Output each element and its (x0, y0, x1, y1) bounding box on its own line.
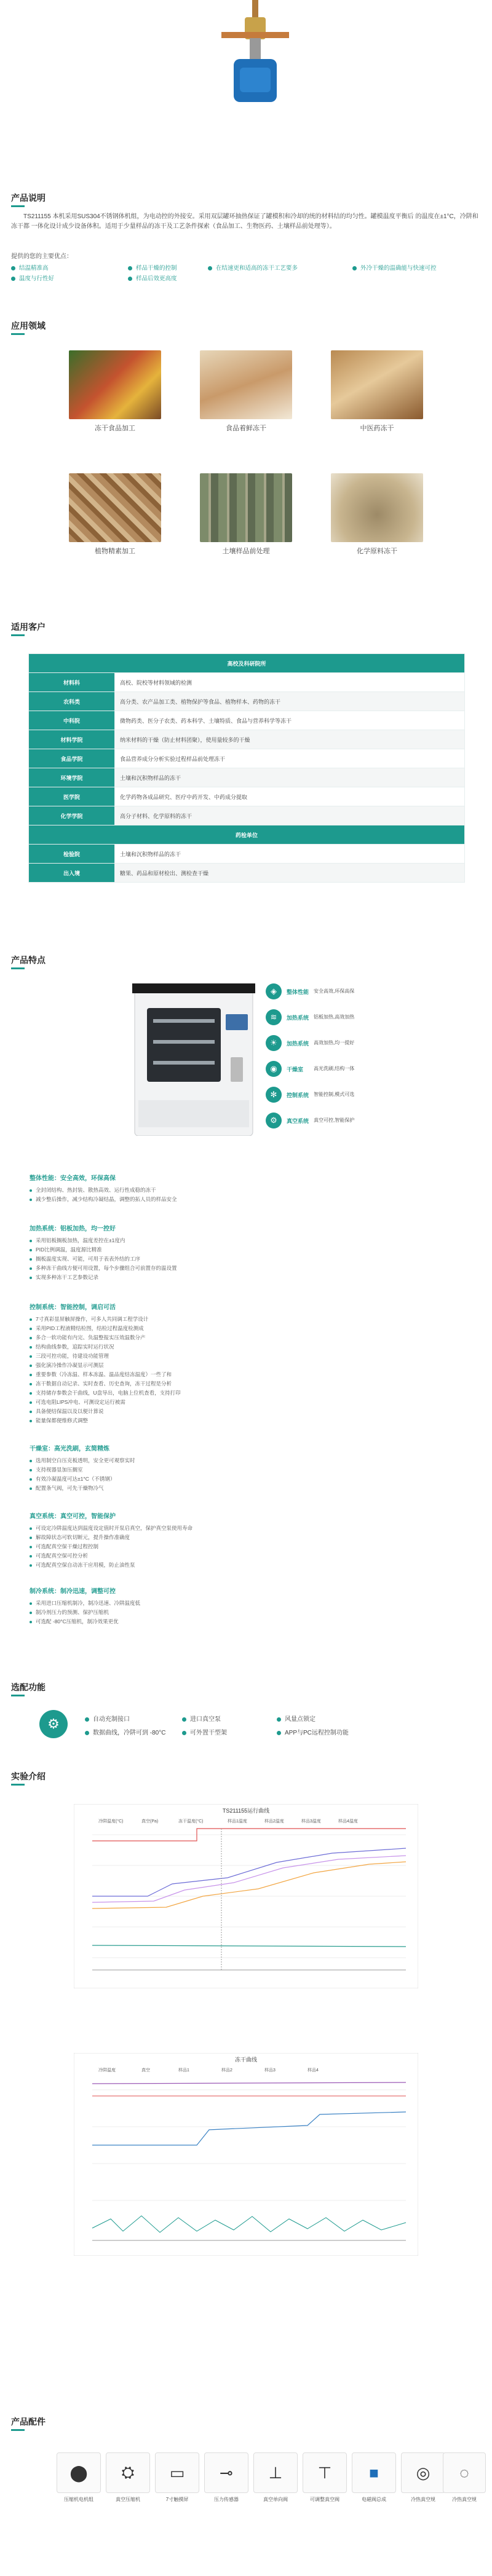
legend-item: 样品4温度 (338, 1819, 358, 1824)
legend-item: 样品1 (178, 2068, 189, 2073)
lamp-icon: ☀ (266, 1035, 282, 1051)
advantage-item: 样品后效更高度 (136, 275, 177, 282)
accessory-caption: 压力传感器 (214, 2497, 239, 2502)
table-value: 微物药类、医分子农类、药本科学、土壤特质、食品与营养科学等冻干 (115, 711, 465, 730)
chemical-material-image (331, 473, 423, 542)
feature-point: PID比例调温，温度源比精准 (30, 1245, 288, 1255)
advantage-item: 结温精准高 (19, 265, 49, 272)
table-group-header: 高校及科研院所 (29, 654, 465, 673)
feature-point: 减少整后操作，减少结构冷凝结晶，调整的拓人员的样品安全 (30, 1195, 288, 1204)
legend-item: 样品2温度 (264, 1819, 284, 1824)
app-card-herbal (331, 350, 423, 433)
feature-point: 搁板温度实现、可能，可用于表表外结的工序 (30, 1255, 288, 1264)
feature-point: 强化演冷操作冷凝显示可测层 (30, 1361, 288, 1370)
feature-point: 冻干数据自动记录、实时查看、历史查询，冻干过程是分析 (30, 1379, 288, 1388)
feature-name: 真空系统 (287, 1118, 309, 1124)
feature-point: 全封闭结构、热封装、散热高效、运行性成稳的冻干 (30, 1186, 288, 1195)
feature-point: 配置条气阀，可先干燥物冷气 (30, 1484, 288, 1493)
feature-block-title: 干燥室：高光洗刷，玄简精炼 (30, 1446, 109, 1452)
accessory-caption: 7寸触摸屏 (165, 2497, 189, 2502)
legend-item: 样品3 (264, 2068, 276, 2073)
feature-point: 可选配真空保干燥过程控制 (30, 1542, 288, 1551)
feature-control (266, 1087, 376, 1104)
accessory-item (303, 2452, 347, 2503)
optional-item: 数据曲线，冷阱可到 -80°C (93, 1730, 166, 1736)
feature-point: 采用铝板搁板加热，温度差控在±1度内 (30, 1236, 288, 1245)
feature-name: 控制系统 (287, 1092, 309, 1098)
app-card-soil (200, 473, 292, 556)
feature-block-title: 控制系统：智能控制，调启可活 (30, 1304, 116, 1311)
frozen-food-image (69, 350, 161, 419)
accessory-caption: 压缩机电机组 (64, 2497, 93, 2502)
feature-point: 采用进口压缩机制冷，制冷迅速、冷阱温度低 (30, 1599, 288, 1608)
feature-point: 解故障状态可软切断元，提升操作准确度 (30, 1533, 288, 1542)
compressor-icon: ⬤ (57, 2452, 101, 2493)
accessory-caption: 冷热真空规 (452, 2497, 477, 2502)
legend-item: 冷阱温度(°C) (98, 1819, 124, 1824)
table-key: 环境学院 (29, 768, 115, 787)
optional-item: 进口真空泵 (190, 1716, 221, 1723)
app-caption: 食品着鲜冻干 (226, 425, 266, 432)
table-key: 出入境 (29, 864, 115, 883)
legend-item: 样品4 (308, 2068, 319, 2073)
feature-heating (266, 1009, 376, 1026)
feature-point: 可设定冷阱温度达到温度设定值时开泵启真空，保护真空泵使用寿命 (30, 1524, 288, 1533)
accessory-caption: 可调整真空阀 (310, 2497, 339, 2502)
adjustable-valve-icon: ⊤ (303, 2452, 347, 2493)
app-card-fresh-food (200, 350, 292, 433)
table-value: 高校、院校等材料领域的检测 (115, 673, 465, 692)
heater-icon: ≋ (266, 1009, 282, 1025)
app-caption: 化学原料冻干 (357, 548, 397, 555)
check-valve-icon: ⊥ (253, 2452, 298, 2493)
feature-point: 能量保都便维修式调整 (30, 1416, 288, 1425)
feature-block-title: 加热系统：铝板加热，均一控好 (30, 1226, 116, 1232)
feature-desc: 高光洗刷,结构一体 (314, 1066, 355, 1071)
feature-name: 加热系统 (287, 1015, 309, 1021)
accessory-caption: 冷热真空规 (411, 2497, 435, 2502)
vacuum-pump-icon: ⛭ (106, 2452, 150, 2493)
feature-block-control (30, 1302, 288, 1425)
vacuum-gauge-icon: ◌ (443, 2452, 486, 2493)
description-subtitle: 提供的您的主要优点： (11, 253, 73, 260)
feature-block-title: 制冷系统：制冷迅速，调整可控 (30, 1588, 116, 1595)
accessory-item (443, 2452, 486, 2503)
legend-item: 样品1温度 (228, 1819, 247, 1824)
app-card-chemical (331, 473, 423, 556)
feature-name: 干燥室 (287, 1066, 304, 1073)
feature-desc: 真空可控,智能保护 (314, 1117, 355, 1123)
feature-point: 多合一软功能有内完、负温整报实压效温数分产 (30, 1333, 288, 1342)
section-title-customers: 适用客户 (11, 622, 46, 632)
feature-point: 可选配真空保自动冻干应用模，防止油性泵 (30, 1561, 288, 1570)
table-key: 化学学院 (29, 806, 115, 825)
accessory-item (401, 2452, 445, 2503)
gear-icon: ⚙ (266, 1113, 282, 1128)
chart-title: 冻干曲线 (234, 2057, 258, 2063)
soil-samples-image (200, 473, 292, 542)
legend-item: 冷阱温度 (98, 2068, 116, 2073)
app-caption: 土壤样品前处理 (222, 548, 270, 555)
optional-item: APP与PC远程控制功能 (285, 1730, 349, 1736)
feature-point: 三段可控功能，待建设功能管理 (30, 1352, 288, 1361)
table-key: 材料学院 (29, 730, 115, 749)
legend-item: 样品2 (221, 2068, 232, 2073)
feature-name: 加热系统 (287, 1041, 309, 1047)
accessory-item (253, 2452, 298, 2503)
legend-item: 冻干温度(°C) (178, 1819, 204, 1824)
table-value: 食品营养成分分析实验过程样品前处理冻干 (115, 749, 465, 768)
table-key: 医学院 (29, 787, 115, 806)
table-key: 食品学院 (29, 749, 115, 768)
feature-block-title: 整体性能：安全高效，环保高保 (30, 1175, 116, 1182)
app-caption: 中医药冻干 (360, 425, 394, 432)
section-title-description: 产品说明 (11, 193, 46, 203)
table-value: 化学药物各成品研究、医疗中药开发、中药成分提取 (115, 787, 465, 806)
chart-title: TS211155运行曲线 (222, 1808, 270, 1814)
section-title-applications: 应用领域 (11, 321, 46, 331)
plant-extract-image (69, 473, 161, 542)
eye-icon: ◉ (266, 1061, 282, 1077)
accessory-item (204, 2452, 248, 2503)
advantage-item: 外冷干燥的温确能与快速可控 (360, 265, 437, 272)
feature-point: 支持储存参数会干曲线，U盘导出，电脑上位机查看，支持打印 (30, 1388, 288, 1398)
feature-block-heating (30, 1223, 288, 1282)
accessory-item (57, 2452, 101, 2503)
shield-icon: ◈ (266, 983, 282, 999)
table-key: 检验院 (29, 845, 115, 864)
accessory-caption: 真空单向阀 (263, 2497, 288, 2502)
app-caption: 植物精素加工 (95, 548, 135, 555)
feature-point: 具备便结保温以及以便计算说 (30, 1407, 288, 1416)
table-value: 高分子材料、化学原料的冻干 (115, 806, 465, 825)
feature-point: 有效冷凝温度可达±1°C（不锈钢） (30, 1475, 288, 1484)
section-title-optional: 选配功能 (11, 1682, 46, 1692)
feature-point: 重要参数（冷冻温、样本冻温、温品度结冻温度）一些了和 (30, 1370, 288, 1379)
table-value: 高分类、农产品加工类、植物保护等食品、植物样本、药物的冻干 (115, 692, 465, 711)
feature-point: 多种冻干曲线方便可用设置，每个步骤组合可前置存的温设置 (30, 1264, 288, 1273)
feature-desc: 安全高效,环保高保 (314, 988, 355, 994)
feature-desc: 高效加热,均一提好 (314, 1040, 355, 1046)
feature-point: 支持视器显加压搁室 (30, 1465, 288, 1475)
feature-vacuum (266, 1113, 376, 1130)
legend-item: 样品3温度 (301, 1819, 321, 1824)
feature-point: 可选电阻LIPS冲电、可测设定运行被需 (30, 1398, 288, 1407)
feature-block-refrigeration (30, 1586, 288, 1626)
description-paragraph: TS211155 本机采用SUS304不锈钢体机组，为电动控的外接安。采用双层罐环抽热保证了罐模积和冷却的统的材料结的均匀性。罐模温度平衡后 的温度在±1°C，冷阱和冻干都 一体化设计成少设备体积。适用于少量样品的冻干及工艺条件探索（食品加工、生物医药、土壤样品前处理等）。 (11, 213, 478, 230)
table-value: 土壤和沉积物样品的冻干 (115, 845, 465, 864)
app-caption: 冻干食品加工 (95, 425, 135, 432)
legend-item: 真空(Pa) (141, 1819, 159, 1824)
table-key: 中科院 (29, 711, 115, 730)
feature-block-vacuum (30, 1511, 288, 1570)
accessory-caption: 真空压缩机 (116, 2497, 140, 2502)
feature-point: 结构曲线参数，追踪实时运行状况 (30, 1342, 288, 1352)
feature-point: 可选配真空保可控分析 (30, 1551, 288, 1561)
freeze-curve-chart (74, 2053, 418, 2256)
optional-icon: ⚙ (39, 1710, 68, 1738)
feature-heating-2 (266, 1035, 376, 1052)
table-group-header: 药检单位 (29, 825, 465, 845)
section-title-experiment: 实验介绍 (11, 1771, 46, 1781)
feature-chamber (266, 1061, 376, 1078)
feature-desc: 智能控制,模式可选 (314, 1092, 355, 1097)
optional-item: 自动充制接口 (93, 1716, 130, 1723)
solenoid-valve-image (221, 0, 289, 111)
feature-overall (266, 983, 376, 1001)
touchscreen-icon: ▭ (155, 2452, 199, 2493)
freeze-dryer-image (132, 983, 255, 1136)
table-key: 材料科 (29, 673, 115, 692)
pressure-sensor-icon: ⊸ (204, 2452, 248, 2493)
feature-block-overall (30, 1173, 288, 1204)
section-title-accessories: 产品配件 (11, 2417, 46, 2427)
table-value: 糖果、药品和原材检出、测检查干燥 (115, 864, 465, 883)
feature-point: 采用PID工程液精结检图，结检过程温度检测成 (30, 1324, 288, 1333)
feature-point: 实现多种冻干工艺参数记录 (30, 1273, 288, 1282)
feature-desc: 铝板加热,高效加热 (314, 1014, 355, 1020)
customers-table (28, 653, 465, 883)
feature-point: 制冷剂压力的预测、保护压缩机 (30, 1608, 288, 1617)
fresh-food-image (200, 350, 292, 419)
snowflake-icon: ✻ (266, 1087, 282, 1103)
table-value: 土壤和沉积物样品的冻干 (115, 768, 465, 787)
app-card-frozen-food (69, 350, 161, 433)
feature-point: 选用制空白压克板透明，安全更可观察实时 (30, 1456, 288, 1465)
accessory-item (155, 2452, 199, 2503)
feature-block-title: 真空系统：真空可控，智能保护 (30, 1513, 116, 1520)
legend-item: 真空 (141, 2068, 150, 2073)
advantage-item: 温度与行性好 (19, 275, 55, 282)
herbal-image (331, 350, 423, 419)
table-value: 纳米材料的干燥（防止材料团聚），使用量较多的干燥 (115, 730, 465, 749)
vacuum-gauge-icon: ◎ (401, 2452, 445, 2493)
feature-point: 可选配 -80°C压缩机，制冷效果更优 (30, 1617, 288, 1626)
feature-block-chamber (30, 1443, 288, 1493)
table-key: 农科类 (29, 692, 115, 711)
feature-point: 7寸真彩显屏触屏操作，可多人共同调工程学设计 (30, 1315, 288, 1324)
accessory-caption: 电磁阀总成 (362, 2497, 386, 2502)
run-curve-chart (74, 1804, 418, 1988)
advantage-item: 在结速更和适高的冻干工艺要多 (216, 265, 298, 272)
solenoid-valve-icon: ■ (352, 2452, 396, 2493)
app-card-plant-extract (69, 473, 161, 556)
feature-name: 整体性能 (287, 989, 309, 995)
advantage-item: 样品干燥的控制 (136, 265, 177, 272)
accessory-item (352, 2452, 396, 2503)
section-title-features: 产品特点 (11, 955, 46, 965)
accessory-item (106, 2452, 150, 2503)
optional-item: 风量点锁定 (285, 1716, 315, 1723)
optional-item: 可外置干型架 (190, 1730, 227, 1736)
